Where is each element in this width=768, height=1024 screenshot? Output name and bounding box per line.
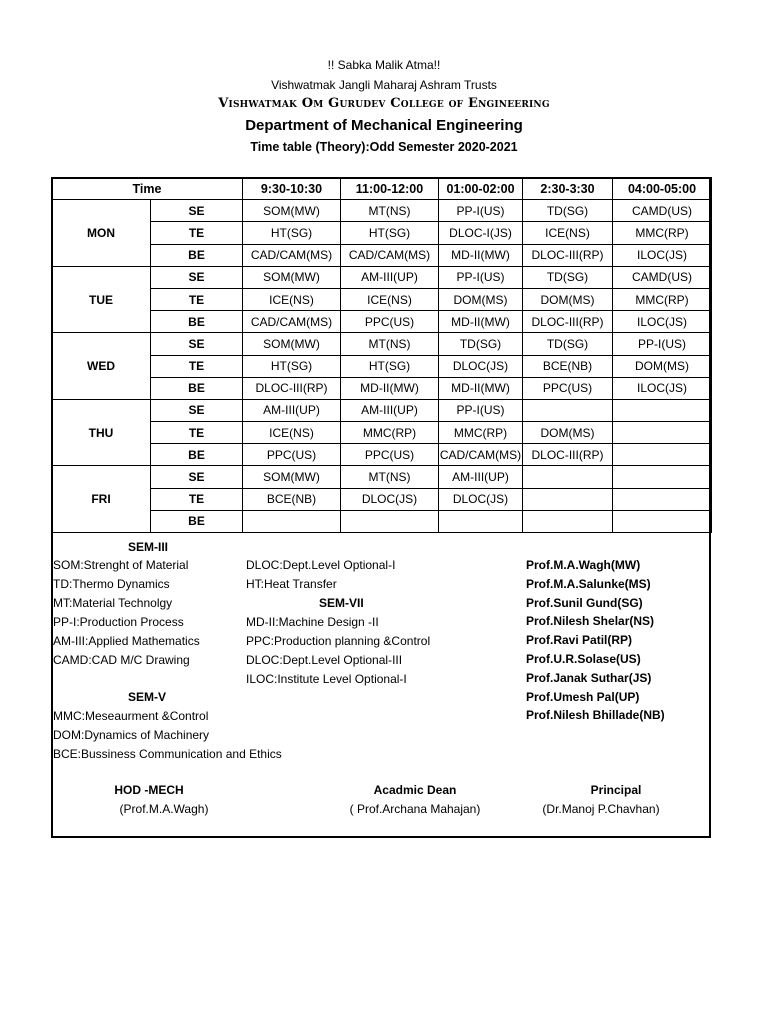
lecture-cell: MMC(RP): [613, 222, 712, 244]
lecture-cell: MD-II(MW): [439, 244, 523, 266]
lecture-cell: CAMD(US): [613, 200, 712, 222]
lecture-cell: MT(NS): [341, 466, 439, 488]
lecture-cell: PP-I(US): [439, 399, 523, 421]
legend-item: DLOC:Dept.Level Optional-I: [246, 558, 396, 572]
lecture-cell: MMC(RP): [439, 422, 523, 444]
lecture-cell: PP-I(US): [439, 266, 523, 288]
lecture-cell: CAD/CAM(MS): [243, 244, 341, 266]
lecture-cell: TD(SG): [523, 333, 613, 355]
day-cell: THU: [52, 399, 151, 466]
class-cell: BE: [151, 377, 243, 399]
lecture-cell: ILOC(JS): [613, 311, 712, 333]
class-cell: SE: [151, 333, 243, 355]
lecture-cell: HT(SG): [243, 355, 341, 377]
legend-item: Prof.M.A.Salunke(MS): [526, 576, 651, 591]
lecture-cell: ICE(NS): [523, 222, 613, 244]
timetable-title: Time table (Theory):Odd Semester 2020-2021: [250, 140, 518, 154]
lecture-cell: [613, 399, 712, 421]
class-cell: BE: [151, 311, 243, 333]
department-title: Department of Mechanical Engineering: [245, 117, 523, 134]
lecture-cell: SOM(MW): [243, 333, 341, 355]
lecture-cell: DLOC(JS): [439, 488, 523, 510]
table-row: [52, 266, 712, 288]
lecture-cell: DOM(MS): [613, 355, 712, 377]
lecture-cell: DLOC-III(RP): [523, 244, 613, 266]
day-cell: WED: [52, 333, 151, 400]
sem7-heading: SEM-VII: [319, 596, 364, 610]
table-row: [52, 333, 712, 355]
table-row: [52, 288, 712, 310]
slot-header-cell: 2:30-3:30: [523, 178, 613, 200]
trust-name: Vishwatmak Jangli Maharaj Ashram Trusts: [271, 78, 497, 92]
class-cell: SE: [151, 200, 243, 222]
class-cell: SE: [151, 266, 243, 288]
table-row: [52, 200, 712, 222]
class-cell: TE: [151, 488, 243, 510]
sem5-heading: SEM-V: [128, 690, 167, 704]
table-row: [52, 510, 712, 532]
principal-name: (Dr.Manoj P.Chavhan): [542, 802, 660, 816]
lecture-cell: PPC(US): [523, 377, 613, 399]
lecture-cell: CAD/CAM(MS): [243, 311, 341, 333]
class-cell: BE: [151, 510, 243, 532]
lecture-cell: MD-II(MW): [341, 377, 439, 399]
lecture-cell: AM-III(UP): [341, 266, 439, 288]
table-row: [52, 444, 712, 466]
table-row: [52, 399, 712, 421]
class-cell: BE: [151, 244, 243, 266]
lecture-cell: BCE(NB): [523, 355, 613, 377]
legend-item: Prof.Ravi Patil(RP): [526, 633, 633, 648]
lecture-cell: ICE(NS): [243, 288, 341, 310]
timetable: [51, 177, 712, 533]
lecture-cell: [341, 510, 439, 532]
lecture-cell: SOM(MW): [243, 466, 341, 488]
table-row: [52, 244, 712, 266]
lecture-cell: TD(SG): [523, 200, 613, 222]
lecture-cell: PPC(US): [341, 444, 439, 466]
lecture-cell: AM-III(UP): [439, 466, 523, 488]
class-cell: TE: [151, 355, 243, 377]
lecture-cell: CAMD(US): [613, 266, 712, 288]
lecture-cell: ICE(NS): [341, 288, 439, 310]
day-cell: TUE: [52, 266, 151, 333]
hod-name: (Prof.M.A.Wagh): [119, 802, 209, 816]
hod-title: HOD -MECH: [114, 783, 184, 797]
dean-title: Acadmic Dean: [373, 783, 457, 797]
table-row: [52, 311, 712, 333]
class-cell: TE: [151, 222, 243, 244]
legend-item: TD:Thermo Dynamics: [53, 577, 170, 591]
day-cell: MON: [52, 200, 151, 267]
table-header-row: [52, 178, 712, 200]
class-cell: SE: [151, 399, 243, 421]
lecture-cell: HT(SG): [341, 355, 439, 377]
lecture-cell: [523, 488, 613, 510]
lecture-cell: AM-III(UP): [243, 399, 341, 421]
lecture-cell: [613, 510, 712, 532]
motto-line: !! Sabka Malik Atma!!: [327, 58, 441, 72]
lecture-cell: MD-II(MW): [439, 377, 523, 399]
legend-item: MD-II:Machine Design -II: [246, 615, 379, 629]
legend-item: CAMD:CAD M/C Drawing: [53, 653, 190, 667]
lecture-cell: DLOC-III(RP): [243, 377, 341, 399]
legend-item: BCE:Bussiness Communication and Ethics: [53, 747, 282, 761]
legend-item: MT:Material Technolgy: [53, 596, 173, 610]
legend-item: Prof.Sunil Gund(SG): [526, 595, 643, 610]
lecture-cell: MD-II(MW): [439, 311, 523, 333]
lecture-cell: [613, 466, 712, 488]
table-row: [52, 355, 712, 377]
lecture-cell: HT(SG): [243, 222, 341, 244]
legend-item: Prof.U.R.Solase(US): [526, 652, 641, 666]
legend-item: Prof.Nilesh Shelar(NS): [526, 614, 655, 629]
lecture-cell: MMC(RP): [613, 288, 712, 310]
lecture-cell: [439, 510, 523, 532]
legend-item: Prof.Umesh Pal(UP): [526, 689, 640, 704]
legend-item: MMC:Meseaurment &Control: [53, 709, 209, 723]
lecture-cell: DOM(MS): [523, 422, 613, 444]
lecture-cell: MT(NS): [341, 333, 439, 355]
lecture-cell: CAD/CAM(MS): [341, 244, 439, 266]
lecture-cell: SOM(MW): [243, 266, 341, 288]
principal-title: Principal: [590, 783, 642, 797]
class-cell: TE: [151, 422, 243, 444]
lecture-cell: PP-I(US): [613, 333, 712, 355]
college-name: Vishwatmak Om Gurudev College of Engineering: [218, 96, 550, 111]
table-row: [52, 466, 712, 488]
lecture-cell: TD(SG): [439, 333, 523, 355]
table-row: [52, 222, 712, 244]
table-row: [52, 488, 712, 510]
class-cell: BE: [151, 444, 243, 466]
lecture-cell: HT(SG): [341, 222, 439, 244]
lecture-cell: TD(SG): [523, 266, 613, 288]
legend-item: HT:Heat Transfer: [246, 577, 337, 591]
legend-item: DLOC:Dept.Level Optional-III: [246, 653, 403, 667]
lecture-cell: ILOC(JS): [613, 244, 712, 266]
legend-item: Prof.Janak Suthar(JS): [526, 670, 652, 685]
lecture-cell: MT(NS): [341, 200, 439, 222]
lecture-cell: PPC(US): [341, 311, 439, 333]
lecture-cell: [613, 444, 712, 466]
slot-header-cell: 04:00-05:00: [613, 178, 712, 200]
legend-item: PPC:Production planning &Control: [246, 634, 431, 648]
class-cell: SE: [151, 466, 243, 488]
lecture-cell: DLOC-I(JS): [439, 222, 523, 244]
class-cell: TE: [151, 288, 243, 310]
legend-item: SOM:Strenght of Material: [53, 558, 189, 572]
lecture-cell: [243, 510, 341, 532]
table-row: [52, 377, 712, 399]
sem3-heading: SEM-III: [128, 540, 169, 554]
lecture-cell: [613, 422, 712, 444]
day-cell: FRI: [52, 466, 151, 533]
lecture-cell: DOM(MS): [439, 288, 523, 310]
lecture-cell: DLOC-III(RP): [523, 444, 613, 466]
lecture-cell: [613, 488, 712, 510]
dean-name: ( Prof.Archana Mahajan): [349, 802, 481, 816]
lecture-cell: CAD/CAM(MS): [439, 444, 523, 466]
lecture-cell: [523, 399, 613, 421]
legend-item: Prof.Nilesh Bhillade(NB): [526, 708, 665, 723]
slot-header-cell: 9:30-10:30: [243, 178, 341, 200]
lecture-cell: ILOC(JS): [613, 377, 712, 399]
lecture-cell: BCE(NB): [243, 488, 341, 510]
lecture-cell: PP-I(US): [439, 200, 523, 222]
lecture-cell: AM-III(UP): [341, 399, 439, 421]
lecture-cell: DLOC-III(RP): [523, 311, 613, 333]
lecture-cell: ICE(NS): [243, 422, 341, 444]
lecture-cell: DOM(MS): [523, 288, 613, 310]
lecture-cell: SOM(MW): [243, 200, 341, 222]
lecture-cell: PPC(US): [243, 444, 341, 466]
legend-item: DOM:Dynamics of Machinery: [53, 728, 210, 742]
lecture-cell: DLOC(JS): [341, 488, 439, 510]
table-row: [52, 422, 712, 444]
legend-item: PP-I:Production Process: [53, 615, 184, 629]
legend-item: ILOC:Institute Level Optional-I: [246, 672, 407, 686]
legend-item: AM-III:Applied Mathematics: [53, 634, 200, 648]
slot-header-cell: 01:00-02:00: [439, 178, 523, 200]
lecture-cell: [523, 466, 613, 488]
lecture-cell: MMC(RP): [341, 422, 439, 444]
legend-item: Prof.M.A.Wagh(MW): [526, 558, 641, 572]
slot-header-cell: 11:00-12:00: [341, 178, 439, 200]
time-header-cell: Time: [52, 178, 243, 200]
lecture-cell: [523, 510, 613, 532]
lecture-cell: DLOC(JS): [439, 355, 523, 377]
